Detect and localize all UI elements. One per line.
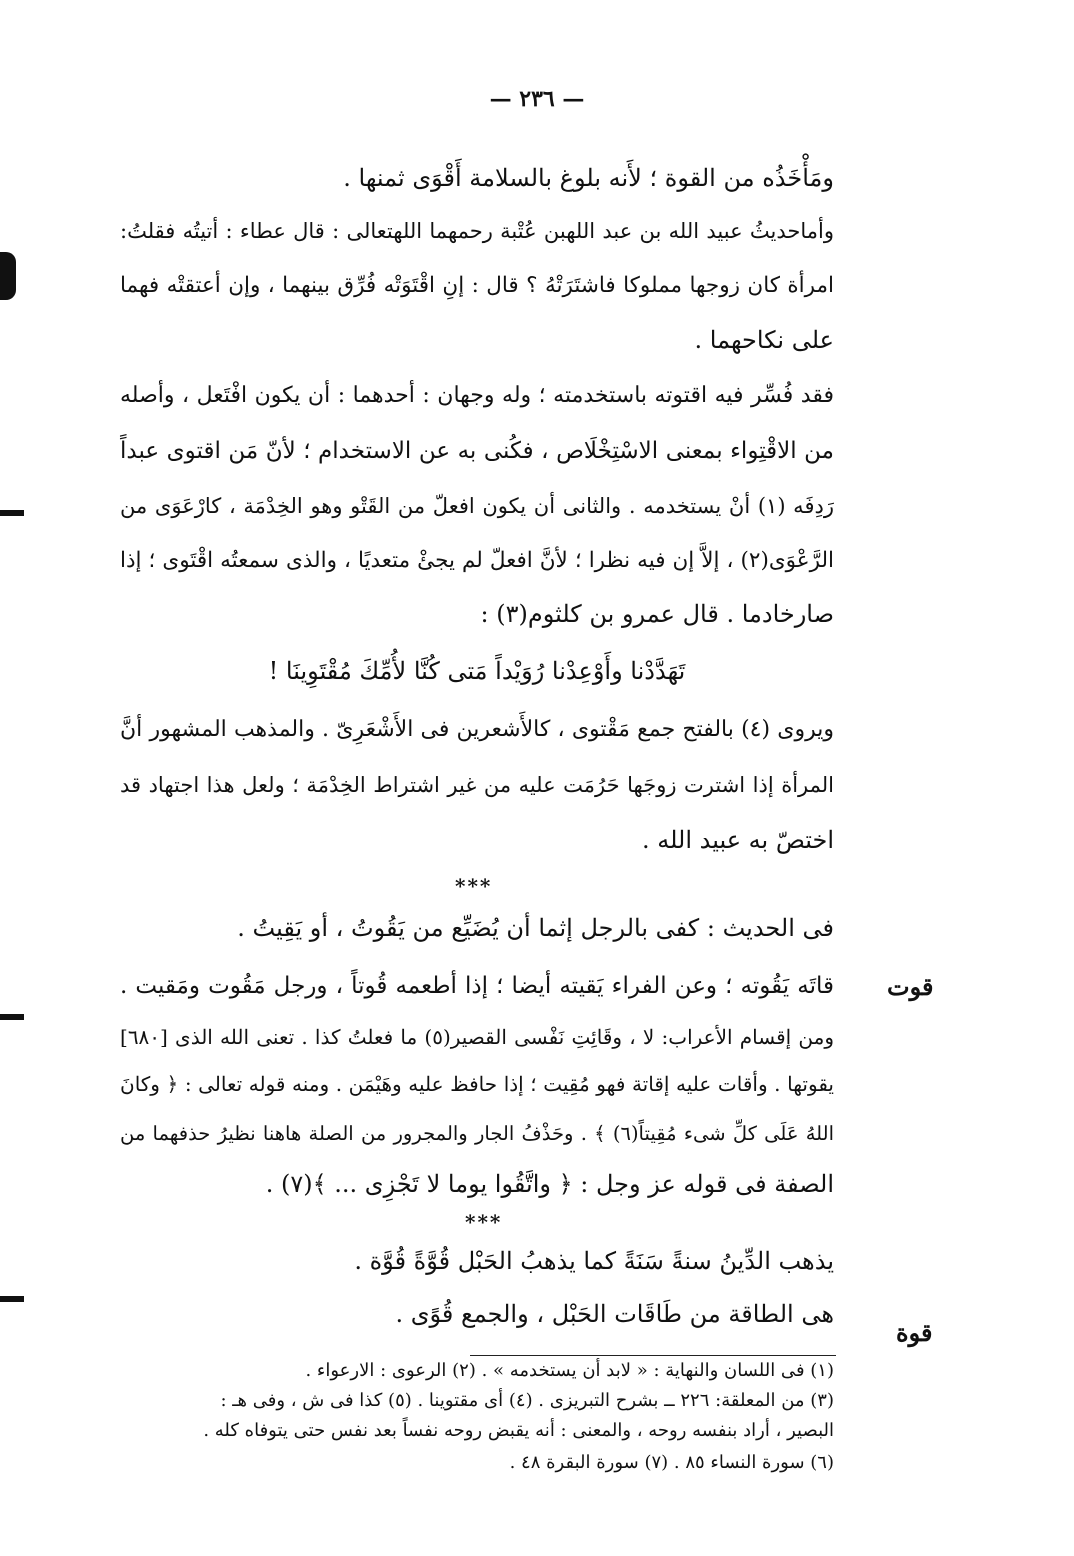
body-line: ويروى (٤) بالفتح جمع مَقْتوى ، كالأَشعرين فى الأَشْعَرِىّ . والمذهب المشهور أنَّ [120, 717, 834, 742]
hadith-line: يذهب الدِّينُ سنةً سَنَةً كما يذهبُ الحَبْل قُوَّةً قُوَّة . [354, 1247, 834, 1275]
scan-edge-mark [0, 1014, 24, 1020]
body-line: الرَّعْوَى(٢) ، إلاَّ إن فيه نظرا ؛ لأنَّ افعلّ لم يجئْ متعديًا ، والذى سمعتُه اقْتَوى ؛ إذا [120, 548, 834, 573]
body-line: اللهُ عَلَى كلِّ شىء مُقِيتاً(٦) ﴾ . وحَذْفُ الجار والمجرور من الصلة هاهنا نظيرُ حذفهما من [120, 1122, 835, 1145]
body-line: من الاقْتِواء بمعنى الاسْتِخْلَاص ، فكُنى به عن الاستخدام ؛ لأنّ مَن اقتوى عبداً [120, 438, 834, 464]
body-line: ومَأْخَذُه من القوة ؛ لأَنه بلوغ بالسلامة أَقْوَى ثمنها . [343, 164, 834, 192]
body-line: رَدِفَه (١) أنْ يستخدمه . والثانى أن يكون افعلّ من القَتْو وهو الخِدْمَة ، كارْعَوَى من [120, 494, 834, 518]
footnote-line: (٦) سورة النساء ٨٥ . (٧) سورة البقرة ٤٨ . [509, 1452, 834, 1473]
footnote-line: (٣) من المعلقة: ٢٢٦ ــ بشرح التبريزى . (٤) أى مقتوينا . (٥) كذا فى ش ، وفى هـ : [220, 1390, 834, 1411]
footnote-line: البصير ، أراد بنفسه روحه ، والمعنى : أنه يقبض روحه نفساً بعد نفس حتى يتوفاه كله . [203, 1420, 834, 1441]
scan-edge-mark [0, 252, 16, 300]
footnote-rule [470, 1355, 836, 1356]
body-line: صارخادما . قال عمرو بن كلثوم(٣) : [480, 600, 834, 628]
body-line: وأماحديثُ عبيد الله بن عبد اللهبن عُتْبة رحمهما اللهتعالى : قال عطاء : أتيتُه فقلتُ: [120, 219, 834, 243]
body-line: اختصّ به عبيد الله . [641, 826, 834, 854]
body-line: هى الطاقة من طَاقَات الحَبْل ، والجمع قُوًى . [395, 1300, 834, 1328]
body-line: المرأة إذا اشترت زوجَها حَرُمَت عليه من غير اشتراط الخِدْمَة ؛ ولعل هذا اجتهاد قد [120, 773, 834, 797]
section-separator: *** [455, 874, 493, 898]
body-line: يقوتها . وأقات عليه إقاتة فهو مُقِيت ؛ إذا حافظ عليه وهَيْمَن . ومنه قوله تعالى : ﴿ وكانَ [120, 1072, 834, 1096]
hadith-line: فى الحديث : كفى بالرجل إثما أن يُضَيِّع من يَقُوتُ ، أو يَقِيتُ . [237, 914, 834, 942]
body-line: ومن إقسام الأعراب: لا ، وقَائِتِ نَفْسى القصير(٥) ما فعلتُ كذا . تعنى الله الذى [٦٨٠] [120, 1025, 834, 1049]
body-line: على نكاحهما . [694, 326, 834, 354]
scan-edge-mark [0, 1296, 24, 1302]
body-line: فقد فُسِّر فيه اقتوته باستخدمته ؛ وله وجهان : أحدهما : أن يكون افْتَعل ، وأصله [120, 383, 834, 408]
margin-headword-qut: قوت [887, 972, 934, 1001]
section-separator: *** [465, 1210, 503, 1234]
body-line: امرأة كان زوجها مملوكا فاشتَرَتْهُ ؟ قال : إنِ اقْتَوَتْه فُرِّق بينهما ، وإن أعتقتْه فهما [120, 273, 834, 298]
body-line: الصفة فى قوله عز وجل : ﴿ واتَّقُوا يوما لا تَجْزِى ... ﴾(٧) . [265, 1170, 834, 1198]
page-number: — ٢٣٦ — [489, 86, 585, 112]
scan-edge-mark [0, 510, 24, 516]
footnote-line: (١) فى اللسان والنهاية : « لابد أن يستخدمه » . (٢) الرعوى : الارعواء . [305, 1360, 834, 1381]
body-line: قاتَه يَقُوته ؛ وعن الفراء يَقيته أيضا ؛ إذا أطعمه قُوتاً ، ورجل مَقُوت ومَقيت . [120, 973, 834, 999]
margin-headword-quwwa: قوة [896, 1318, 933, 1347]
poem-verse: تَهَدَّدْنا وأَوْعِدْنا رُوَيْداً مَتى كُنَّا لأُمِّكَ مُقْتَوِينَا ! [268, 657, 686, 685]
